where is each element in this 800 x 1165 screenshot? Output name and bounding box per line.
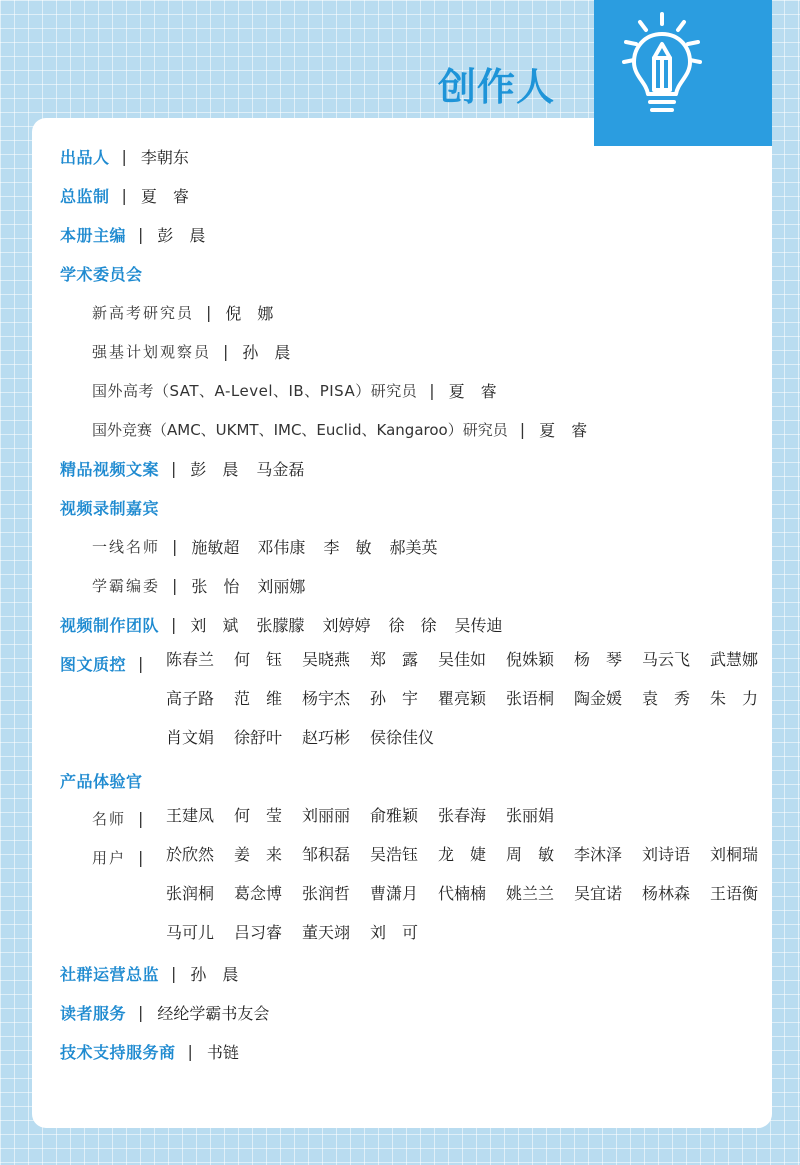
separator: |: [172, 576, 178, 595]
person-name: 刘丽娜: [257, 577, 306, 596]
supervisor-name: 夏 睿: [140, 187, 189, 206]
editor-label: 本册主编: [60, 226, 127, 245]
person-name: 杨林森: [642, 884, 691, 903]
person-name: 侯徐佳仪: [370, 728, 435, 747]
separator: |: [171, 459, 177, 478]
guest-role-row: [92, 535, 455, 558]
person-name: 何 钰: [234, 650, 283, 669]
person-name: 邓伟康: [257, 538, 306, 557]
person-name: 马可儿: [166, 923, 215, 942]
separator: |: [519, 420, 526, 439]
person-name: 肖文娟: [166, 728, 215, 747]
separator: |: [138, 848, 144, 867]
person-name: 徐舒叶: [234, 728, 283, 747]
title-badge: [594, 0, 772, 146]
person-name: 刘婷婷: [322, 616, 371, 635]
role-label: 国外竞赛（AMC、UKMT、IMC、Euclid、Kangaroo）研究员: [92, 421, 508, 439]
person-name: 范 维: [234, 689, 283, 708]
person-name: 瞿亮颖: [438, 689, 487, 708]
person-name: 代楠楠: [438, 884, 487, 903]
role-label: 一线名师: [92, 538, 161, 556]
person-name: 吴晓燕: [302, 650, 351, 669]
role-name: 孙 晨: [242, 343, 291, 362]
role-label: 用户: [92, 849, 127, 867]
role-names: [191, 574, 323, 597]
person-name: 刘诗语: [642, 845, 691, 864]
person-name: 李沐泽: [574, 845, 623, 864]
person-name: 刘 可: [370, 923, 419, 942]
person-name: 郑 露: [370, 650, 419, 669]
person-name: 孙 宇: [370, 689, 419, 708]
producer-label: 出品人: [60, 148, 110, 167]
community-row: [60, 962, 238, 985]
video-copy-label: 精品视频文案: [60, 460, 160, 479]
producer-row: [60, 145, 189, 168]
community-name: 孙 晨: [190, 965, 239, 984]
separator: |: [429, 381, 435, 400]
person-name: 姚兰兰: [506, 884, 555, 903]
person-name: 周 敏: [506, 845, 555, 864]
person-name: 张春海: [438, 806, 487, 825]
video-copy-names: [190, 457, 322, 480]
separator: |: [171, 615, 177, 634]
role-name: 倪 娜: [225, 304, 274, 323]
separator: |: [138, 809, 144, 828]
person-name: 郝美英: [389, 538, 438, 557]
role-label: 新高考研究员: [92, 304, 195, 322]
person-name: 刘桐瑞: [710, 845, 759, 864]
video-guests-heading-row: [60, 496, 159, 519]
person-name: 张润哲: [302, 884, 351, 903]
video-copy-row: [60, 457, 322, 480]
academic-role-row: [92, 379, 497, 402]
teacher-names: [166, 796, 778, 835]
supervisor-row: [60, 184, 189, 207]
role-name: 夏 睿: [539, 421, 588, 440]
person-name: 马金磊: [256, 460, 305, 479]
person-name: 张朦朦: [256, 616, 305, 635]
person-name: 赵巧彬: [302, 728, 351, 747]
video-team-names: [190, 613, 520, 636]
editor-row: [60, 223, 205, 246]
users-row: [92, 847, 157, 868]
pencil-lightbulb-icon: [594, 0, 772, 146]
producer-name: 李朝东: [140, 148, 189, 167]
reader-label: 读者服务: [60, 1004, 127, 1023]
tech-label: 技术支持服务商: [60, 1043, 176, 1062]
academic-role-row: [92, 418, 587, 441]
person-name: 吴浩钰: [370, 845, 419, 864]
qc-names: [166, 640, 778, 757]
academic-heading-row: [60, 262, 143, 285]
person-name: 李 敏: [323, 538, 372, 557]
person-name: 杨宇杰: [302, 689, 351, 708]
person-name: 於欣然: [166, 845, 215, 864]
person-name: 陶金媛: [574, 689, 623, 708]
separator: |: [172, 537, 178, 556]
academic-label: 学术委员会: [60, 265, 143, 284]
academic-role-row: [92, 301, 273, 324]
role-names: [191, 535, 455, 558]
person-name: 施敏超: [191, 538, 240, 557]
role-name: 夏 睿: [448, 382, 497, 401]
video-team-label: 视频制作团队: [60, 616, 160, 635]
person-name: 陈春兰: [166, 650, 215, 669]
person-name: 邹积磊: [302, 845, 351, 864]
person-name: 武慧娜: [710, 650, 759, 669]
experience-label: 产品体验官: [60, 772, 143, 791]
reader-name: 经纶学霸书友会: [157, 1004, 270, 1023]
separator: |: [121, 186, 127, 205]
person-name: 何 莹: [234, 806, 283, 825]
supervisor-label: 总监制: [60, 187, 110, 206]
separator: |: [223, 342, 229, 361]
person-name: 吴传迪: [454, 616, 503, 635]
person-name: 吴佳如: [438, 650, 487, 669]
person-name: 曹潇月: [370, 884, 419, 903]
person-name: 刘丽丽: [302, 806, 351, 825]
person-name: 龙 婕: [438, 845, 487, 864]
person-name: 彭 晨: [190, 460, 239, 479]
role-label: 名师: [92, 810, 127, 828]
video-team-row: [60, 613, 520, 636]
person-name: 袁 秀: [642, 689, 691, 708]
person-name: 杨 琴: [574, 650, 623, 669]
person-name: 王建凤: [166, 806, 215, 825]
community-label: 社群运营总监: [60, 965, 160, 984]
page-title: 创作人: [438, 65, 556, 109]
teachers-row: [92, 808, 157, 829]
video-guests-label: 视频录制嘉宾: [60, 499, 160, 518]
tech-row: [60, 1040, 239, 1063]
person-name: 吕习睿: [234, 923, 283, 942]
person-name: 倪姝颖: [506, 650, 555, 669]
person-name: 徐 徐: [388, 616, 437, 635]
person-name: 王语衡: [710, 884, 759, 903]
person-name: 张语桐: [506, 689, 555, 708]
person-name: 刘 斌: [190, 616, 239, 635]
person-name: 马云飞: [642, 650, 691, 669]
person-name: 吴宜诺: [574, 884, 623, 903]
person-name: 姜 来: [234, 845, 283, 864]
person-name: 董天翊: [302, 923, 351, 942]
academic-role-row: [92, 340, 290, 363]
separator: |: [171, 964, 177, 983]
person-name: 葛念博: [234, 884, 283, 903]
separator: |: [138, 225, 144, 244]
user-names: [166, 835, 778, 952]
person-name: 朱 力: [710, 689, 759, 708]
editor-name: 彭 晨: [157, 226, 206, 245]
person-name: 高子路: [166, 689, 215, 708]
tech-name: 书链: [206, 1043, 239, 1062]
qc-label: 图文质控: [60, 655, 127, 674]
separator: |: [138, 654, 144, 673]
person-name: 俞雅颖: [370, 806, 419, 825]
separator: |: [121, 147, 127, 166]
guest-role-row: [92, 574, 323, 597]
role-label: 强基计划观察员: [92, 343, 212, 361]
person-name: 张丽娟: [506, 806, 555, 825]
separator: |: [206, 303, 212, 322]
role-label: 学霸编委: [92, 577, 161, 595]
separator: |: [138, 1003, 144, 1022]
reader-row: [60, 1001, 269, 1024]
qc-row: [60, 652, 157, 675]
role-label: 国外高考（SAT、A-Level、IB、PISA）研究员: [92, 382, 418, 400]
person-name: 张润桐: [166, 884, 215, 903]
person-name: 张 怡: [191, 577, 240, 596]
separator: |: [187, 1042, 193, 1061]
experience-heading-row: [60, 769, 143, 792]
